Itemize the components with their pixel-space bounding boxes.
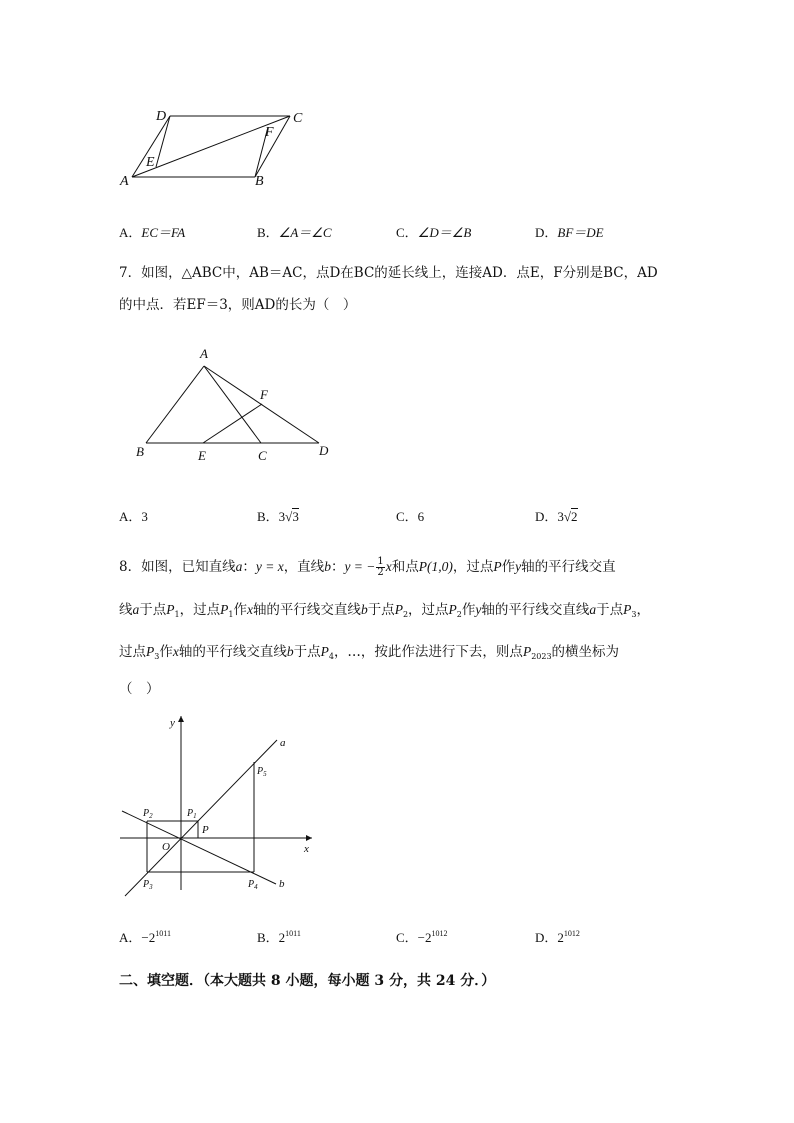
q7-option-b[interactable] xyxy=(257,506,299,525)
option-key: B． xyxy=(257,225,279,240)
option-exponent: 1012 xyxy=(563,929,580,938)
q8-option-d[interactable] xyxy=(535,927,580,946)
label-C: C xyxy=(258,448,267,463)
option-text: ∠A＝∠C xyxy=(278,225,332,240)
segment-ab xyxy=(146,366,204,443)
label-P2: $P_2$ xyxy=(143,808,153,820)
label-A: A xyxy=(120,174,129,189)
q8-line-1: 8．如图，已知直线a：y = x，直线b：y = − $\frac{1}{2}$ x和点P(1,0)，过点P作y轴的平行线交直 xyxy=(119,556,616,578)
q8-option-a[interactable] xyxy=(119,927,171,946)
sqrt-sign: √ xyxy=(563,509,572,524)
option-base: −2 xyxy=(141,930,156,945)
label-P: P xyxy=(202,824,209,836)
option-radicand: 3 xyxy=(292,509,299,524)
label-F: F xyxy=(260,387,268,402)
option-key: A． xyxy=(119,509,142,524)
option-exponent: 1011 xyxy=(155,929,171,938)
q8-line-4: （ ） xyxy=(119,681,160,697)
line-b xyxy=(122,811,276,884)
option-key: D． xyxy=(535,509,558,524)
label-y: y xyxy=(170,717,175,729)
option-radicand: 2 xyxy=(571,509,578,524)
q6-option-c[interactable] xyxy=(396,222,471,241)
q8-option-c[interactable] xyxy=(396,927,448,946)
option-key: A． xyxy=(119,930,142,945)
option-key: B． xyxy=(257,930,279,945)
q7-line-1: 7．如图，△ABC中，AB＝AC，点D在BC的延长线上，连接AD．点E，F分别是BC，AD xyxy=(119,265,658,281)
q7-option-a[interactable] xyxy=(119,506,148,525)
label-F: F xyxy=(265,125,274,140)
option-base: −2 xyxy=(417,930,432,945)
option-key: A． xyxy=(119,225,142,240)
label-C: C xyxy=(293,111,303,126)
option-key: D． xyxy=(535,225,558,240)
label-x: x xyxy=(304,843,309,855)
option-text: BF＝DE xyxy=(557,225,604,240)
figure-coordinate-lines xyxy=(112,712,322,897)
option-text: 6 xyxy=(417,509,425,524)
label-b: b xyxy=(279,878,285,890)
option-coef: 3 xyxy=(557,509,564,524)
label-E: E xyxy=(146,155,155,170)
label-P1: $P_1$ xyxy=(187,808,197,820)
label-B: B xyxy=(136,444,144,459)
label-B: B xyxy=(255,174,264,189)
label-P5: $P_5$ xyxy=(257,766,267,778)
q8-option-b[interactable] xyxy=(257,927,301,946)
section-heading: 二、填空题．（本大题共 8 小题，每小题 3 分，共 24 分．） xyxy=(119,973,496,989)
segment-ac xyxy=(204,366,261,443)
label-a: a xyxy=(280,737,286,749)
sqrt-sign: √ xyxy=(285,509,293,524)
q8-line-3: 过点$P_3$作x轴的平行线交直线b于点$P_4$，…，按此作法进行下去，则点$P_{2023}$的横坐标为 xyxy=(119,644,620,661)
fraction-one-half: $\frac{1}{2}$ xyxy=(377,556,384,578)
option-key: C． xyxy=(396,509,418,524)
q6-option-a[interactable] xyxy=(119,222,185,241)
q7-option-c[interactable] xyxy=(396,506,424,525)
label-P3: $P_3$ xyxy=(143,879,153,891)
figure-parallelogram xyxy=(115,100,315,195)
q7-option-d[interactable] xyxy=(535,506,578,525)
segment-ef xyxy=(203,404,262,443)
option-key: C． xyxy=(396,930,418,945)
label-P4: $P_4$ xyxy=(248,879,258,891)
figure-triangle xyxy=(130,340,340,465)
option-key: D． xyxy=(535,930,558,945)
q8-line-2: 线a于点$P_1$，过点$P_1$作x轴的平行线交直线b于点$P_2$，过点$P_2$作y轴的平行线交直线a于点$P_3$， xyxy=(119,602,650,619)
option-base: 2 xyxy=(557,930,564,945)
label-D: D xyxy=(319,443,329,458)
q6-option-b[interactable] xyxy=(257,222,332,241)
label-A: A xyxy=(200,346,208,361)
option-text: 3 xyxy=(141,509,148,524)
q6-option-d[interactable] xyxy=(535,222,604,241)
label-D: D xyxy=(156,109,167,124)
option-exponent: 1011 xyxy=(285,929,301,938)
label-O: O xyxy=(162,841,170,853)
label-E: E xyxy=(198,448,206,463)
option-key: B． xyxy=(257,509,279,524)
option-text: ∠D＝∠B xyxy=(417,225,472,240)
option-coef: 3 xyxy=(278,509,286,524)
option-text: EC＝FA xyxy=(141,225,186,240)
q7-line-2: 的中点．若EF＝3，则AD的长为（ ） xyxy=(119,297,357,313)
option-exponent: 1012 xyxy=(431,929,448,938)
option-key: C． xyxy=(396,225,418,240)
option-base: 2 xyxy=(278,930,286,945)
